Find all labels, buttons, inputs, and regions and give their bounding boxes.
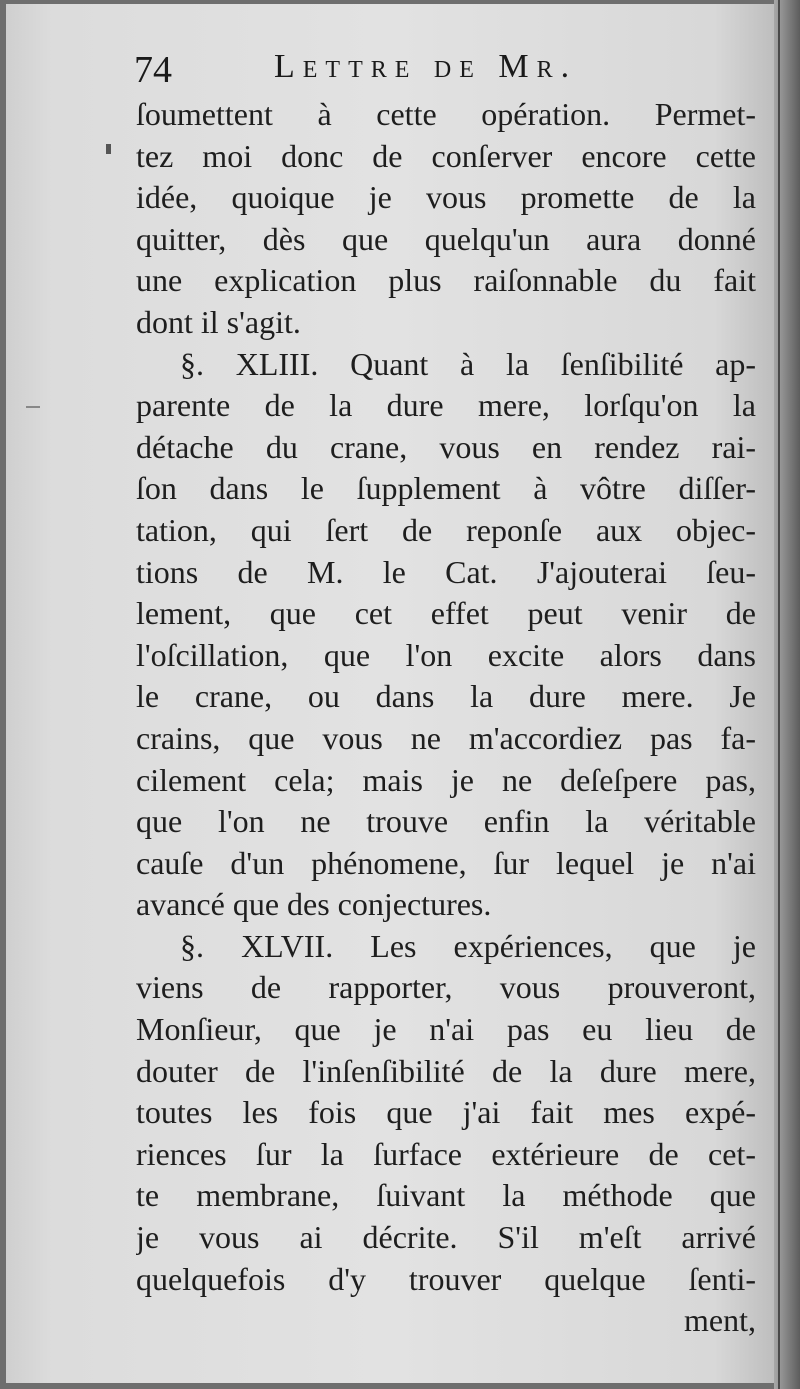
- text-line: tions de M. le Cat. J'ajouterai ſeu-: [136, 553, 756, 590]
- text-line: te membrane, ſuivant la méthode que: [136, 1177, 756, 1214]
- text-line: crains, que vous ne m'accordiez pas fa-: [136, 719, 756, 756]
- gutter-edge: [778, 0, 780, 1389]
- text-line: ſoumettent à cette opération. Permet-: [136, 96, 756, 132]
- text-line: cauſe d'un phénomene, ſur lequel je n'ai: [136, 844, 756, 881]
- text-line: lement, que cet effet peut venir de: [136, 595, 756, 632]
- text-line: une explication plus raiſonnable du fait: [136, 262, 756, 299]
- text-line: quelquefois d'y trouver quelque ſenti-: [136, 1260, 756, 1297]
- paragraph-start-line: §. XLVII. Les expériences, que je: [180, 927, 756, 964]
- text-line: je vous ai décrite. S'il m'eſt arrivé: [136, 1219, 756, 1256]
- text-line: parente de la dure mere, lorſqu'on la: [136, 387, 756, 424]
- text-line: riences ſur la ſurface extérieure de cet-: [136, 1135, 756, 1172]
- text-line: le crane, ou dans la dure mere. Je: [136, 678, 756, 715]
- text-line: que l'on ne trouve enfin la véritable: [136, 803, 756, 840]
- page-number: 74: [134, 49, 172, 91]
- running-title: Lettre de Mr.: [274, 48, 578, 85]
- text-line: toutes les fois que j'ai fait mes expé-: [136, 1094, 756, 1131]
- catchword: ment,: [684, 1302, 756, 1339]
- text-line: idée, quoique je vous promette de la: [136, 179, 756, 216]
- text-line: cilement cela; mais je ne deſeſpere pas,: [136, 761, 756, 798]
- text-line: ſon dans le ſupplement à vôtre diſſer-: [136, 470, 756, 507]
- text-line: tez moi donc de conſerver encore cette: [136, 137, 756, 174]
- text-line: détache du crane, vous en rendez rai-: [136, 428, 756, 465]
- text-line: quitter, dès que quelqu'un aura donné: [136, 220, 756, 257]
- text-line: Monſieur, que je n'ai pas eu lieu de: [136, 1011, 756, 1048]
- text-line: viens de rapporter, vous prouveront,: [136, 969, 756, 1006]
- paragraph-start-line: §. XLIII. Quant à la ſenſibilité ap-: [180, 345, 756, 382]
- book-page: [6, 4, 776, 1383]
- body-text: [136, 94, 756, 1342]
- text-line: avancé que des conjectures.: [136, 886, 492, 923]
- margin-dash: [26, 406, 40, 408]
- text-line: douter de l'inſenſibilité de la dure mere,: [136, 1052, 756, 1089]
- page-header: [134, 48, 734, 98]
- margin-mark: [106, 144, 111, 154]
- text-line: dont il s'agit.: [136, 303, 301, 340]
- text-line: tation, qui ſert de reponſe aux objec-: [136, 511, 756, 548]
- text-line: l'oſcillation, que l'on excite alors dans: [136, 636, 756, 673]
